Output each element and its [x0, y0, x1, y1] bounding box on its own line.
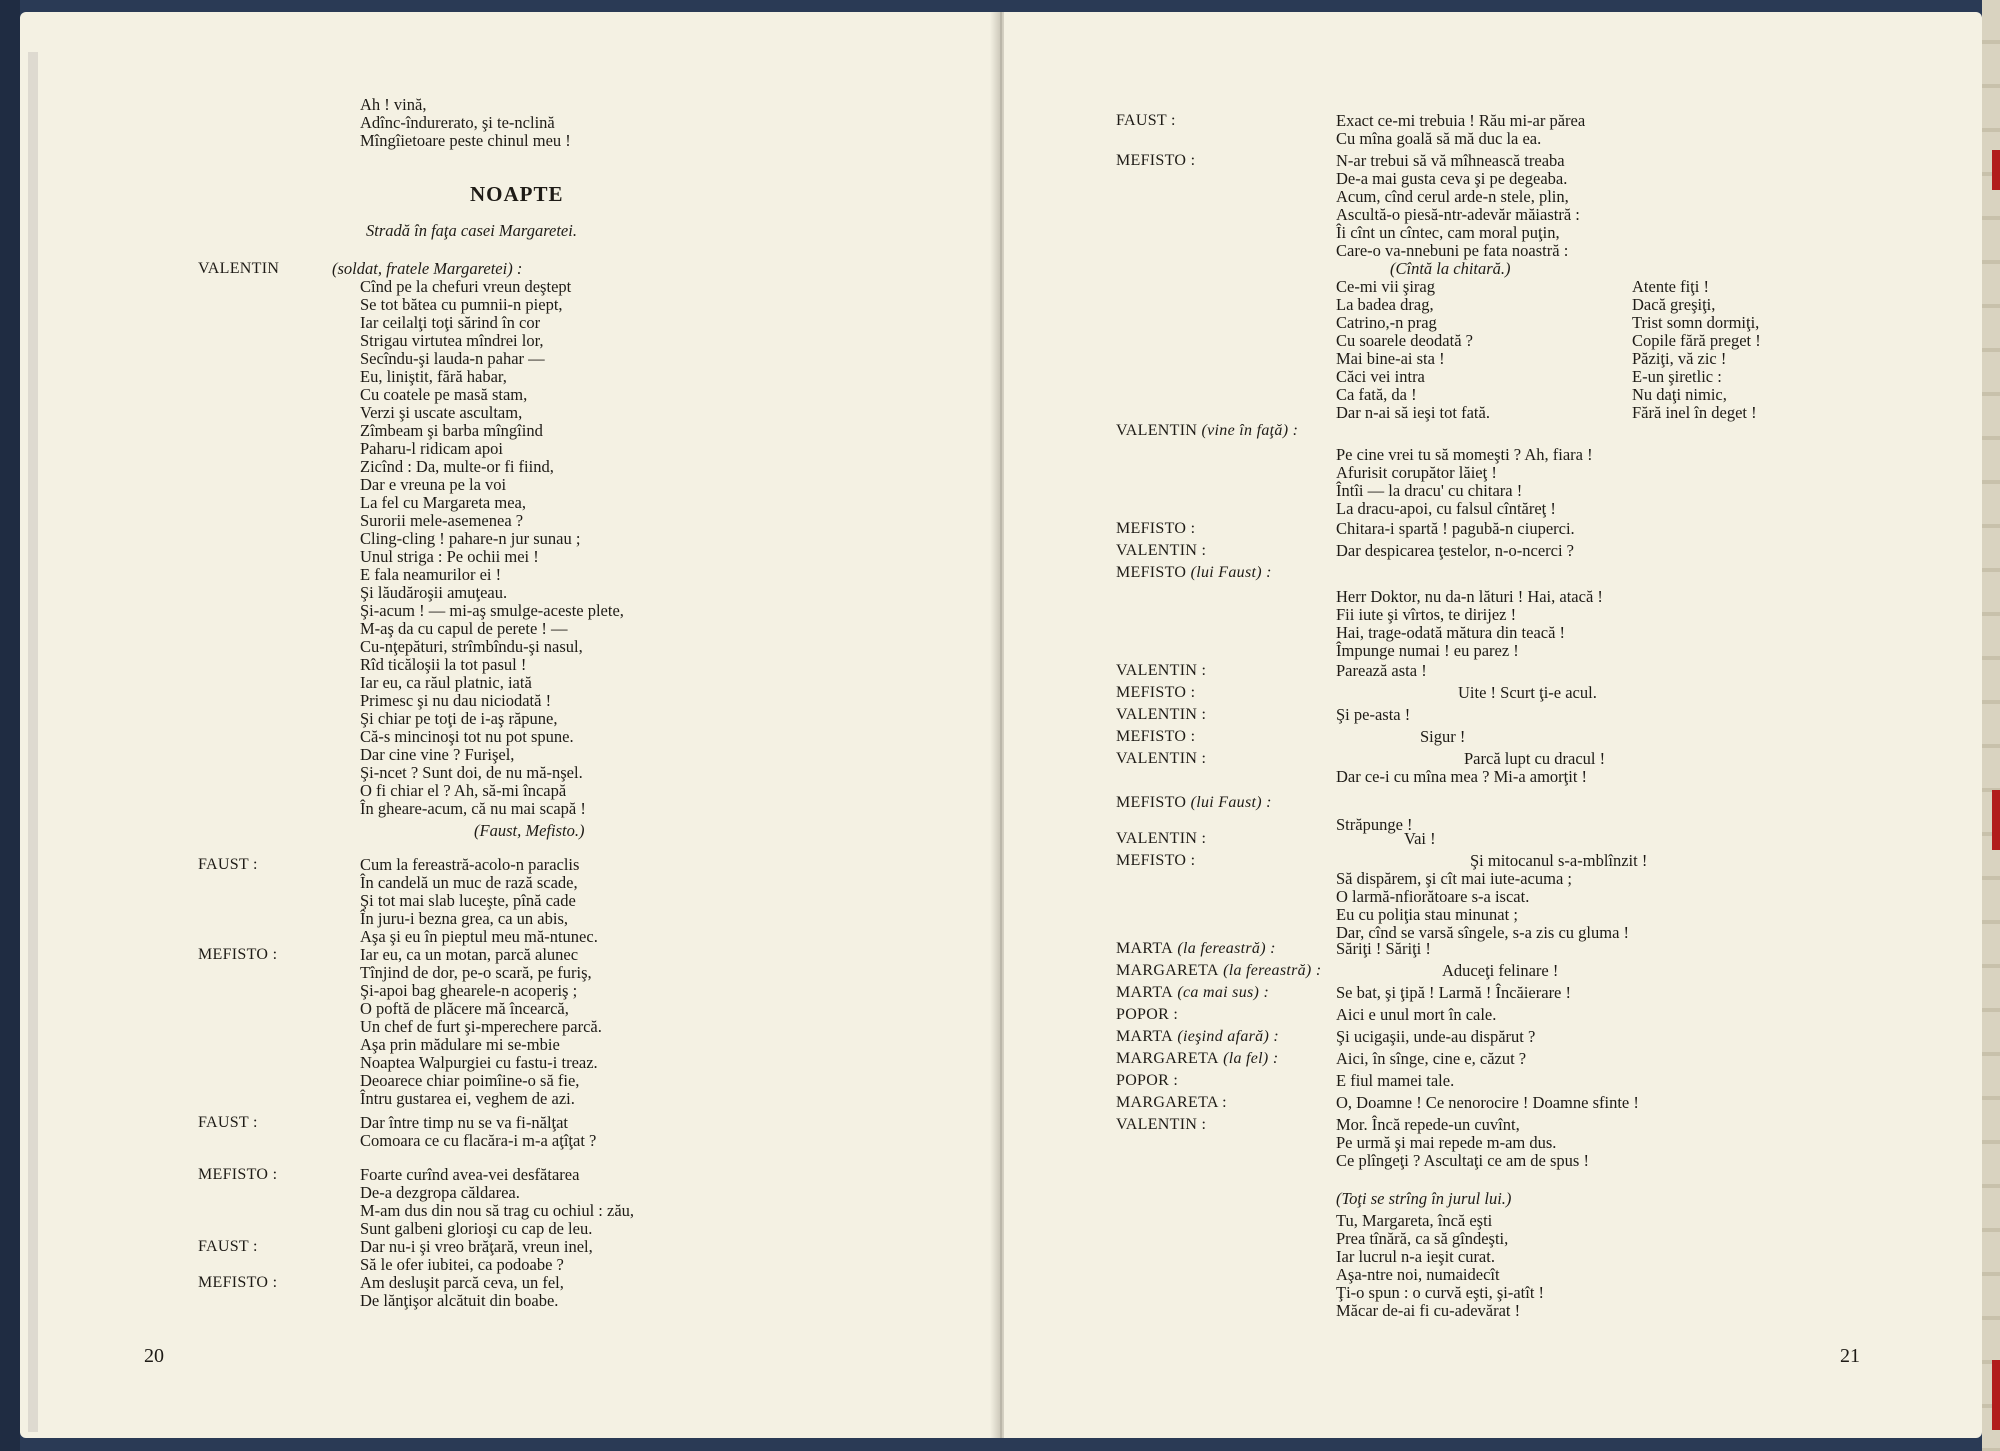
speaker-name: FAUST : [198, 1238, 258, 1255]
verse-line: Străpunge ! [1336, 815, 1413, 834]
verse-line: Mîngîietoare peste chinul meu ! [360, 131, 571, 150]
verse-line: Comoara ce cu flacăra-i m-a aţîţat ? [360, 1131, 597, 1150]
song-line: Atente fiţi ! [1632, 277, 1709, 296]
speaker-name: VALENTIN : [1116, 830, 1207, 847]
speaker-name: MARGARETA (la fel) : [1116, 1050, 1279, 1067]
verse-line: Şi mitocanul s-a-mblînzit ! [1470, 851, 1648, 870]
speaker-name: VALENTIN : [1116, 706, 1207, 723]
left-page [20, 12, 1000, 1438]
speaker-name: MEFISTO (lui Faust) : [1116, 794, 1272, 811]
verse-line: Cu coatele pe masă stam, [360, 385, 528, 404]
verse-line: Întîi — la dracu' cu chitara ! [1336, 481, 1523, 500]
verse-line: Dar nu-i şi vreo brăţară, vreun inel, [360, 1237, 593, 1256]
stage-direction: (vine în faţă) : [1197, 422, 1299, 439]
speaker-name: MARGARETA : [1116, 1094, 1227, 1111]
verse-line: Hai, trage-odată mătura din teacă ! [1336, 623, 1566, 642]
speaker-name: POPOR : [1116, 1006, 1179, 1023]
verse-line: Şi-apoi bag ghearele-n acoperiş ; [360, 981, 578, 1000]
verse-line: Adînc-îndurerato, şi te-nclină [360, 113, 555, 132]
verse-line: Şi chiar pe toţi de i-aş răpune, [360, 709, 558, 728]
verse-line: Se bat, şi ţipă ! Larmă ! Încăierare ! [1336, 983, 1572, 1002]
verse-line: O larmă-nfiorătoare s-a iscat. [1336, 887, 1530, 906]
verse-line: Iar ceilalţi toţi sărind în cor [360, 313, 541, 332]
scene-title: NOAPTE [470, 182, 564, 206]
verse-line: Aşa şi eu în pieptul meu mă-ntunec. [360, 927, 598, 946]
verse-line: Şi lăudăroşii amuţeau. [360, 583, 508, 602]
verse-line: În candelă un muc de rază scade, [360, 873, 578, 892]
speaker-name: MEFISTO : [1116, 152, 1196, 169]
verse-line: Şi ucigaşii, unde-au dispărut ? [1336, 1027, 1536, 1046]
verse-line: Cling-cling ! pahare-n jur sunau ; [360, 529, 581, 548]
verse-line: Tu, Margareta, încă eşti [1336, 1211, 1493, 1230]
verse-line: Dar e vreuna pe la voi [360, 475, 507, 494]
song-line: Dar n-ai să ieşi tot fată. [1336, 403, 1490, 422]
speaker-name: VALENTIN [198, 260, 280, 277]
verse-line: Iar eu, ca un motan, parcă alunec [360, 945, 579, 964]
verse-line: Ah ! vină, [360, 95, 427, 114]
verse-line: E fiul mamei tale. [1336, 1071, 1455, 1090]
verse-line: Împunge numai ! eu parez ! [1336, 641, 1519, 660]
speaker-name: MEFISTO : [198, 1166, 278, 1183]
song-line: Ca fată, da ! [1336, 385, 1417, 404]
verse-line: Aici e unul mort în cale. [1336, 1005, 1497, 1024]
speaker-name: FAUST : [198, 1114, 258, 1131]
song-line: Păziţi, vă zic ! [1632, 349, 1727, 368]
verse-line: Paharu-l ridicam apoi [360, 439, 503, 458]
speaker-name: MARTA (ca mai sus) : [1116, 984, 1270, 1001]
verse-line: Şi-ncet ? Sunt doi, de nu mă-nşel. [360, 763, 583, 782]
verse-line: Cu-nţepături, strîmbîndu-şi nasul, [360, 637, 583, 656]
verse-line: Şi pe-asta ! [1336, 705, 1411, 724]
stage-direction: (Faust, Mefisto.) [474, 821, 585, 840]
bookmark-mark [1992, 790, 2000, 850]
speaker-name: MARTA (la fereastră) : [1116, 940, 1276, 957]
verse-line: Dar între timp nu se va fi-nălţat [360, 1113, 569, 1132]
verse-line: Măcar de-ai fi cu-adevărat ! [1336, 1301, 1521, 1320]
verse-line: M-aş da cu capul de perete ! — [360, 619, 568, 638]
verse-line: Întru gustarea ei, veghem de azi. [360, 1089, 575, 1108]
verse-line: Ţi-o spun : o curvă eşti, şi-atît ! [1336, 1283, 1545, 1302]
speaker-name: VALENTIN : [1116, 542, 1207, 559]
speaker-name: VALENTIN : [1116, 662, 1207, 679]
song-line: Fără inel în deget ! [1632, 403, 1757, 422]
song-line: Căci vei intra [1336, 367, 1425, 386]
stage-direction: (ca mai sus) : [1173, 984, 1270, 1001]
stage-direction: (Toţi se strîng în jurul lui.) [1336, 1189, 1512, 1208]
speaker-name: FAUST : [198, 856, 258, 873]
verse-line: În gheare-acum, că nu mai scapă ! [360, 799, 586, 818]
verse-line: Am desluşit parcă ceva, un fel, [360, 1273, 564, 1292]
verse-line: Foarte curînd avea-vei desfătarea [360, 1165, 580, 1184]
verse-line: Să dispărem, şi cît mai iute-acuma ; [1336, 869, 1572, 888]
verse-line: Sunt galbeni glorioşi cu cap de leu. [360, 1219, 593, 1238]
verse-line: Primesc şi nu dau niciodată ! [360, 691, 552, 710]
speaker-name: MEFISTO : [198, 946, 278, 963]
bookmark-mark [1992, 1360, 2000, 1430]
verse-line: Strigau virtutea mîndrei lor, [360, 331, 544, 350]
song-line: E-un şiretlic : [1632, 367, 1722, 386]
verse-line: Care-o va-nnebuni pe fata noastră : [1336, 241, 1569, 260]
speaker-name: VALENTIN : [1116, 750, 1207, 767]
verse-line: Dar ce-i cu mîna mea ? Mi-a amorţit ! [1336, 767, 1588, 786]
verse-line: Noaptea Walpurgiei cu fastu-i treaz. [360, 1053, 598, 1072]
verse-line: Cu mîna goală să mă duc la ea. [1336, 129, 1542, 148]
song-line: La badea drag, [1336, 295, 1434, 314]
speaker-name: MEFISTO : [1116, 520, 1196, 537]
verse-line: Aici, în sînge, cine e, căzut ? [1336, 1049, 1527, 1068]
song-line: Ce-mi vii şirag [1336, 277, 1435, 296]
page-edge-strip [28, 52, 38, 1432]
verse-line: Se tot bătea cu pumnii-n piept, [360, 295, 563, 314]
verse-line: În juru-i bezna grea, ca un abis, [360, 909, 568, 928]
verse-line: Ascultă-o piesă-ntr-adevăr măiastră : [1336, 205, 1580, 224]
verse-line: Herr Doktor, nu da-n lături ! Hai, atacă ! [1336, 587, 1603, 606]
speaker-name: MARGARETA (la fereastră) : [1116, 962, 1322, 979]
song-line: Mai bine-ai sta ! [1336, 349, 1445, 368]
verse-line: Chitara-i spartă ! pagubă-n ciuperci. [1336, 519, 1575, 538]
stage-direction: (Cîntă la chitară.) [1390, 259, 1511, 278]
stage-direction: (lui Faust) : [1186, 794, 1272, 811]
verse-line: Tînjind de dor, pe-o scară, pe furiş, [360, 963, 592, 982]
book-edge-right [1982, 0, 2000, 1451]
verse-line: Rîd ticăloşii la tot pasul ! [360, 655, 527, 674]
stage-direction: (la fereastră) : [1173, 940, 1276, 957]
verse-line: O fi chiar el ? Ah, să-mi încapă [360, 781, 567, 800]
verse-line: Zicînd : Da, multe-or fi fiind, [360, 457, 554, 476]
song-line: Nu daţi nimic, [1632, 385, 1727, 404]
speaker-name: MEFISTO : [1116, 852, 1196, 869]
verse-line: Dar, cînd se varsă sîngele, s-a zis cu gluma ! [1336, 923, 1630, 942]
verse-line: Aşa-ntre noi, numaidecît [1336, 1265, 1500, 1284]
verse-line: Vai ! [1404, 829, 1436, 848]
verse-line: Cînd pe la chefuri vreun deştept [360, 277, 572, 296]
verse-line: Ce plîngeţi ? Ascultaţi ce am de spus ! [1336, 1151, 1589, 1170]
verse-line: Iar lucrul n-a ieşit curat. [1336, 1247, 1495, 1266]
stage-direction: (ieşind afară) : [1173, 1028, 1280, 1045]
stage-direction: (la fereastră) : [1218, 962, 1322, 979]
verse-line: Îi cînt un cîntec, cam moral puţin, [1336, 223, 1560, 242]
verse-line: Aşa prin mădulare mi se-mbie [360, 1035, 560, 1054]
speaker-name: MEFISTO : [1116, 684, 1196, 701]
bookmark-mark [1992, 150, 2000, 190]
verse-line: Fii iute şi vîrtos, te dirijez ! [1336, 605, 1517, 624]
verse-line: M-am dus din nou să trag cu ochiul : zău, [360, 1201, 635, 1220]
song-line: Catrino,-n prag [1336, 313, 1437, 332]
stage-direction: (la fel) : [1218, 1050, 1279, 1067]
song-line: Trist somn dormiţi, [1632, 313, 1760, 332]
verse-line: Surorii mele-asemenea ? [360, 511, 524, 530]
verse-line: Parează asta ! [1336, 661, 1427, 680]
page-number: 20 [144, 1345, 164, 1367]
book-cover-left [0, 0, 20, 1451]
verse-line: Că-s mincinoşi tot nu pot spune. [360, 727, 574, 746]
verse-line: Pe urmă şi mai repede m-am dus. [1336, 1133, 1557, 1152]
page-number: 21 [1840, 1345, 1860, 1367]
verse-line: La fel cu Margareta mea, [360, 493, 526, 512]
verse-line: N-ar trebui să vă mîhnească treaba [1336, 151, 1565, 170]
verse-line: Pe cine vrei tu să momeşti ? Ah, fiara ! [1336, 445, 1593, 464]
verse-line: Iar eu, ca răul platnic, iată [360, 673, 532, 692]
verse-line: Cum la fereastră-acolo-n paraclis [360, 855, 580, 874]
verse-line: Verzi şi uscate ascultam, [360, 403, 523, 422]
speaker-name: FAUST : [1116, 112, 1176, 129]
verse-line: De-a mai gusta ceva şi pe degeaba. [1336, 169, 1568, 188]
stage-direction: (lui Faust) : [1186, 564, 1272, 581]
speaker-name: VALENTIN : [1116, 1116, 1207, 1133]
stage-direction: Stradă în faţa casei Margaretei. [366, 221, 577, 240]
verse-line: Şi-acum ! — mi-aş smulge-aceste plete, [360, 601, 624, 620]
verse-line: Unul striga : Pe ochii mei ! [360, 547, 539, 566]
verse-line: Eu cu poliţia stau minunat ; [1336, 905, 1518, 924]
verse-line: Afurisit corupător lăieţ ! [1336, 463, 1497, 482]
verse-line: Prea tînără, ca să gîndeşti, [1336, 1229, 1509, 1248]
verse-line: Uite ! Scurt ţi-e acul. [1458, 683, 1597, 702]
verse-line: Săriţi ! Săriţi ! [1336, 939, 1431, 958]
right-page [1004, 12, 1982, 1438]
verse-line: Acum, cînd cerul arde-n stele, plin, [1336, 187, 1569, 206]
verse-line: Dar despicarea ţestelor, n-o-ncerci ? [1336, 541, 1574, 560]
verse-line: Să le ofer iubitei, ca podoabe ? [360, 1255, 564, 1274]
song-line: Cu soarele deodată ? [1336, 331, 1473, 350]
speaker-name: MEFISTO : [198, 1274, 278, 1291]
speaker-name: VALENTIN (vine în faţă) : [1116, 422, 1299, 439]
song-line: Dacă greşiţi, [1632, 295, 1716, 314]
verse-line: O poftă de plăcere mă încearcă, [360, 999, 569, 1018]
verse-line: Aduceţi felinare ! [1442, 961, 1559, 980]
verse-line: O, Doamne ! Ce nenorocire ! Doamne sfinte ! [1336, 1093, 1639, 1112]
verse-line: Deoarece chiar poimîine-o să fie, [360, 1071, 580, 1090]
verse-line: Eu, liniştit, fără habar, [360, 367, 507, 386]
verse-line: Dar cine vine ? Furişel, [360, 745, 515, 764]
verse-line: E fala neamurilor ei ! [360, 565, 502, 584]
speaker-name: MARTA (ieşind afară) : [1116, 1028, 1280, 1045]
verse-line: Exact ce-mi trebuia ! Rău mi-ar părea [1336, 111, 1586, 130]
verse-line: Parcă lupt cu dracul ! [1464, 749, 1606, 768]
speaker-name: MEFISTO (lui Faust) : [1116, 564, 1272, 581]
verse-line: Secîndu-şi lauda-n pahar — [360, 349, 545, 368]
stage-direction: (soldat, fratele Margaretei) : [332, 259, 523, 278]
song-line: Copile fără preget ! [1632, 331, 1761, 350]
verse-line: Sigur ! [1420, 727, 1466, 746]
verse-line: Un chef de furt şi-mperechere parcă. [360, 1017, 602, 1036]
speaker-name: POPOR : [1116, 1072, 1179, 1089]
speaker-name: MEFISTO : [1116, 728, 1196, 745]
verse-line: Mor. Încă repede-un cuvînt, [1336, 1115, 1520, 1134]
verse-line: De lănţişor alcătuit din boabe. [360, 1291, 559, 1310]
verse-line: Şi tot mai slab luceşte, pînă cade [360, 891, 576, 910]
verse-line: De-a dezgropa căldarea. [360, 1183, 520, 1202]
verse-line: Zîmbeam şi barba mîngîind [360, 421, 543, 440]
verse-line: La dracu-apoi, cu falsul cîntăreţ ! [1336, 499, 1556, 518]
